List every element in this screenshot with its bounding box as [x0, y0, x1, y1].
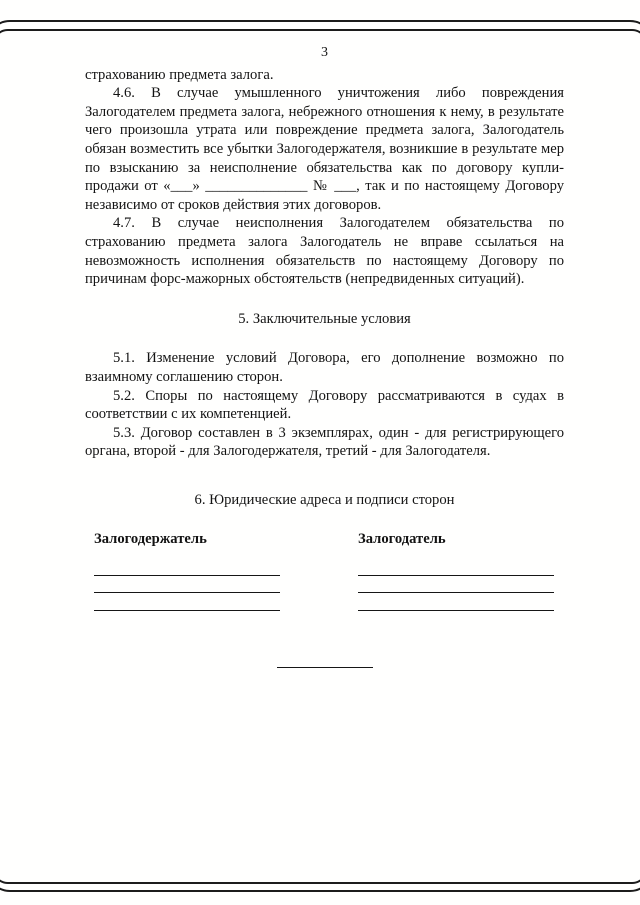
- signature-line: [94, 576, 280, 594]
- pledgor-label: Залогодатель: [358, 531, 446, 548]
- signature-line: [358, 593, 554, 611]
- clause-4-6: 4.6. В случае умышленного уничтожения либо повреждения Залогодателем предмета залога, небрежного отношения к нему, в результате чего произошла утрата или повреждение предмета залога, Залогодатель обязан возместить все убытки Залогодержателя, возникшие в результате мер по взысканию за неисполнение обязательства как по договору купли-продажи от «___» ______________ № ___, так и по настоящему Договору независимо от сроков действия этих договоров.: [85, 85, 564, 213]
- pledgee-signature-column: [94, 530, 294, 610]
- signature-line: [94, 558, 280, 576]
- clause-5-1: 5.1. Изменение условий Договора, его дополнение возможно по взаимному соглашению сторон.: [85, 350, 564, 385]
- footer-blank-line: [277, 667, 373, 668]
- paragraph-continuation: страхованию предмета залога.: [85, 66, 274, 83]
- pledgee-label: Залогодержатель: [94, 531, 207, 548]
- signature-line: [94, 593, 280, 611]
- page-content: [85, 44, 564, 668]
- signature-line: [358, 558, 554, 576]
- section-5-heading: 5. Заключительные условия: [238, 310, 411, 327]
- clause-5-3: 5.3. Договор составлен в 3 экземплярах, один - для регистрирующего органа, второй - для Залогодержателя, третий - для Залогодателя.: [85, 424, 564, 460]
- signature-line: [358, 576, 554, 594]
- clause-4-7: 4.7. В случае неисполнения Залогодателем обязательства по страхованию предмета залога Залогодатель не вправе ссылаться на невозможность исполнения обязательств по настоящему Договору по причинам форс-мажорных обстоятельств (непредвиденных ситуаций).: [85, 215, 564, 288]
- section-6-heading: 6. Юридические адреса и подписи сторон: [194, 491, 455, 508]
- clause-5-2: 5.2. Споры по настоящему Договору рассматриваются в судах в соответствии с их компетенцией.: [85, 387, 564, 423]
- pledgor-signature-column: [358, 530, 558, 610]
- page-number: 3: [321, 45, 328, 60]
- signature-block: [85, 530, 564, 610]
